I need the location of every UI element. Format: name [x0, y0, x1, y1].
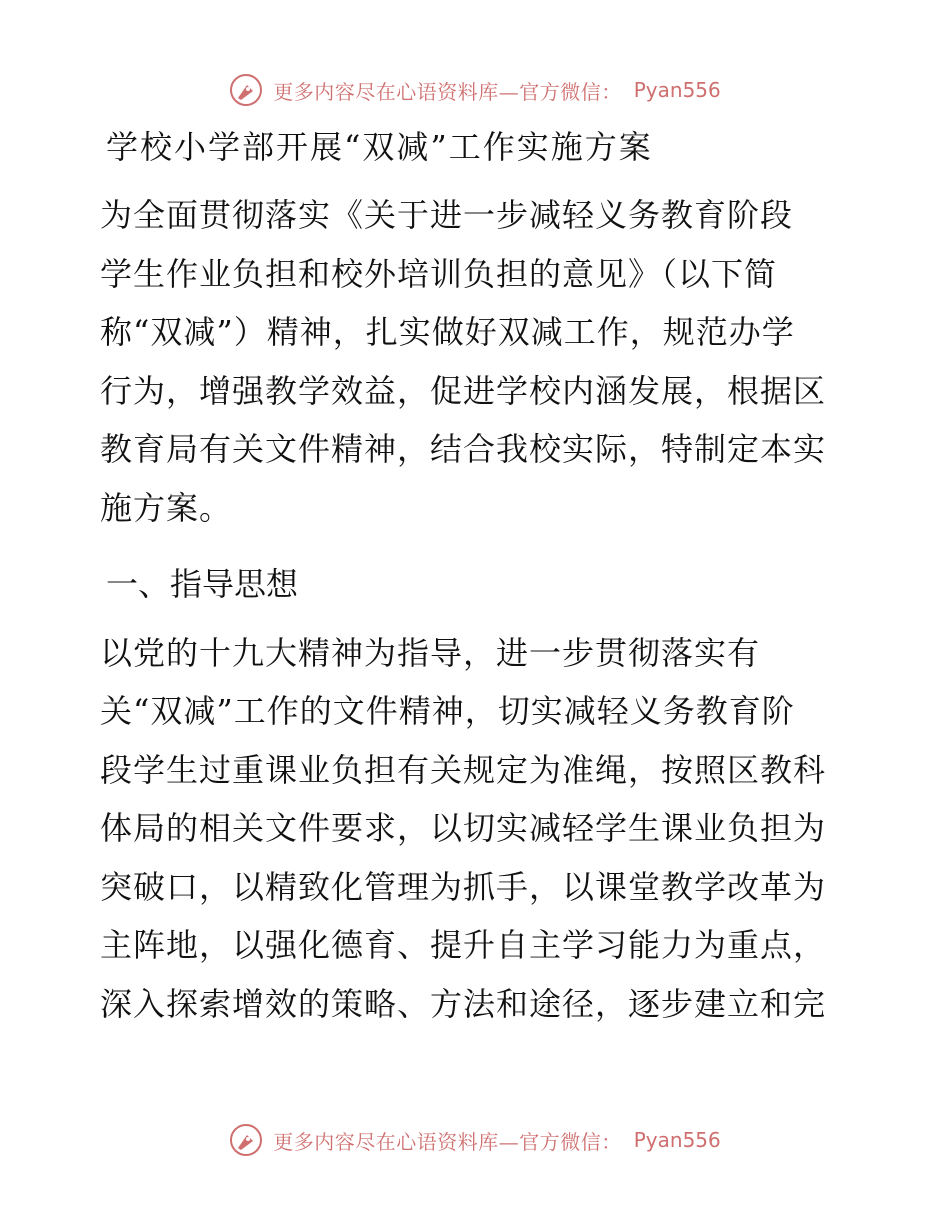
- top-watermark: [0, 70, 950, 110]
- section1-line: 深入探索增效的策略、方法和途径，逐步建立和完: [100, 984, 827, 1023]
- intro-line: 称“双减”）精神，扎实做好双减工作，规范办学: [100, 313, 795, 351]
- document-body: [100, 120, 850, 1080]
- intro-line: 行为，增强教学效益，促进学校内涵发展，根据区: [100, 371, 827, 410]
- watermark-handle: Pyan556: [633, 78, 721, 102]
- watermark-text: 更多内容尽在心语资料库—官方微信：: [273, 1129, 622, 1154]
- intro-paragraph: [100, 186, 850, 537]
- section1-line: 体局的相关文件要求，以切实减轻学生课业负担为: [100, 809, 827, 847]
- section1-line: 以党的十九大精神为指导，进一步贯彻落实有: [100, 633, 761, 672]
- section1-line: 突破口，以精致化管理为抓手，以课堂教学改革为: [100, 867, 827, 906]
- section-heading-guiding-ideology: 一、指导思想: [106, 565, 299, 603]
- intro-line: 学生作业负担和校外培训负担的意见》（以下简: [100, 254, 778, 293]
- section1-line: 主阵地，以强化德育、提升自主学习能力为重点，: [100, 926, 827, 964]
- intro-line: 为全面贯彻落实《关于进一步减轻义务教育阶段: [100, 196, 794, 234]
- section1-line: 段学生过重课业负担有关规定为准绳，按照区教科: [100, 750, 827, 789]
- intro-line: 教育局有关文件精神，结合我校实际，特制定本实: [100, 430, 827, 468]
- pen-nib-logo-icon: [229, 73, 263, 107]
- document-title: 学校小学部开展“双减”工作实施方案: [106, 128, 653, 166]
- watermark-text: 更多内容尽在心语资料库—官方微信：: [273, 79, 622, 104]
- watermark-handle: Pyan556: [633, 1128, 721, 1152]
- bottom-watermark: [0, 1120, 950, 1160]
- intro-line: 施方案。: [100, 488, 233, 527]
- section1-paragraph: [100, 624, 850, 1034]
- section1-line: 关“双减”工作的文件精神，切实减轻义务教育阶: [100, 692, 795, 730]
- pen-nib-logo-icon: [229, 1123, 263, 1157]
